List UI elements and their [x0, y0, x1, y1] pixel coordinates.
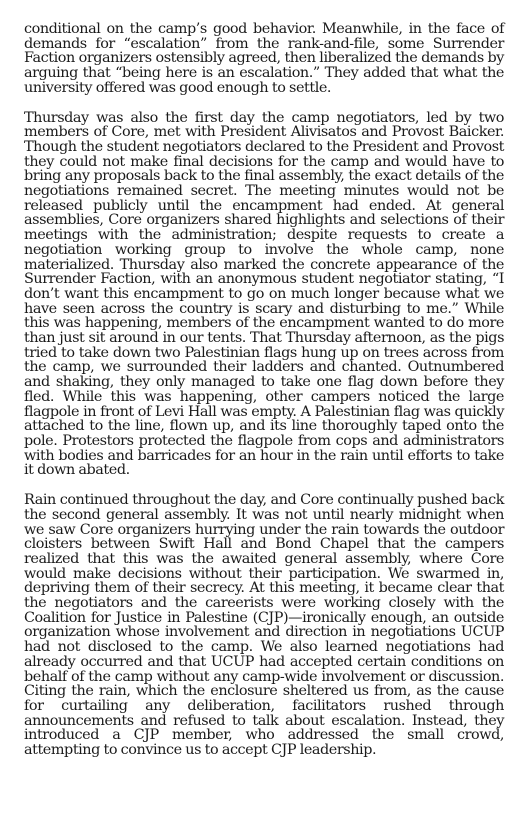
paragraph: conditional on the camp’s good behavior. Meanwhile, in the face of demands for “escalation” from the rank-and-file, some Surrender Faction organizers ostensibly agreed, then liberalized the demands by arguing that “being here is an escalation.” They added that what the university offered was good enough to settle. [24, 21, 504, 96]
document-page [24, 22, 504, 773]
paragraph: Thursday was also the first day the camp negotiators, led by two members of Core, met with President Alivisatos and Provost Baicker. Though the student negotiators declared to the President and Provost they could not make final decisions for the camp and would have to bring any proposals back to the final assembly, the exact details of the negotiations remained secret. The meeting minutes would not be released publicly until the encampment had ended. At general assemblies, Core organizers shared highlights and selections of their meetings with the administration; despite requests to create a negotiation working group to involve the whole camp, none materialized. Thursday also marked the concrete appearance of the Surrender Faction, with an anonymous student negotiator stating, “I don’t want this encampment to go on much longer because what we have seen across the country is scary and disturbing to me.” While this was happening, members of the encampment wanted to do more than just sit around in our tents. That Thursday afternoon, as the pigs tried to take down two Palestinian flags hung up on trees across from the camp, we surrounded their ladders and chanted. Outnumbered and shaking, they only managed to take one flag down before they fled. While this was happening, other campers noticed the large flagpole in front of Levi Hall was empty. A Palestinian flag was quickly attached to the line, flown up, and its line thoroughly taped onto the pole. Protestors protected the flagpole from cops and administrators with bodies and barricades for an hour in the rain until efforts to take it down abated. [24, 109, 504, 479]
paragraph: Rain continued throughout the day, and Core continually pushed back the second general assembly. It was not until nearly midnight when we saw Core organizers hurrying under the rain towards the outdoor cloisters between Swift Hall and Bond Chapel that the campers realized that this was the awaited general assembly, where Core would make decisions without their participation. We swarmed in, depriving them of their secrecy. At this meeting, it became clear that the negotiators and the careerists were working closely with the Coalition for Justice in Palestine (CJP)—ironically enough, an outside organization whose involvement and direction in negotiations UCUP had not disclosed to the camp. We also learned negotiations had already occurred and that UCUP had accepted certain conditions on behalf of the camp without any camp-wide involvement or discussion. Citing the rain, which the enclosure sheltered us from, as the cause for curtailing any deliberation, facilitators rushed through announcements and refused to talk about escalation. Instead, they introduced a CJP member, who addressed the small crowd, attempting to convince us to accept CJP leadership. [24, 492, 504, 759]
